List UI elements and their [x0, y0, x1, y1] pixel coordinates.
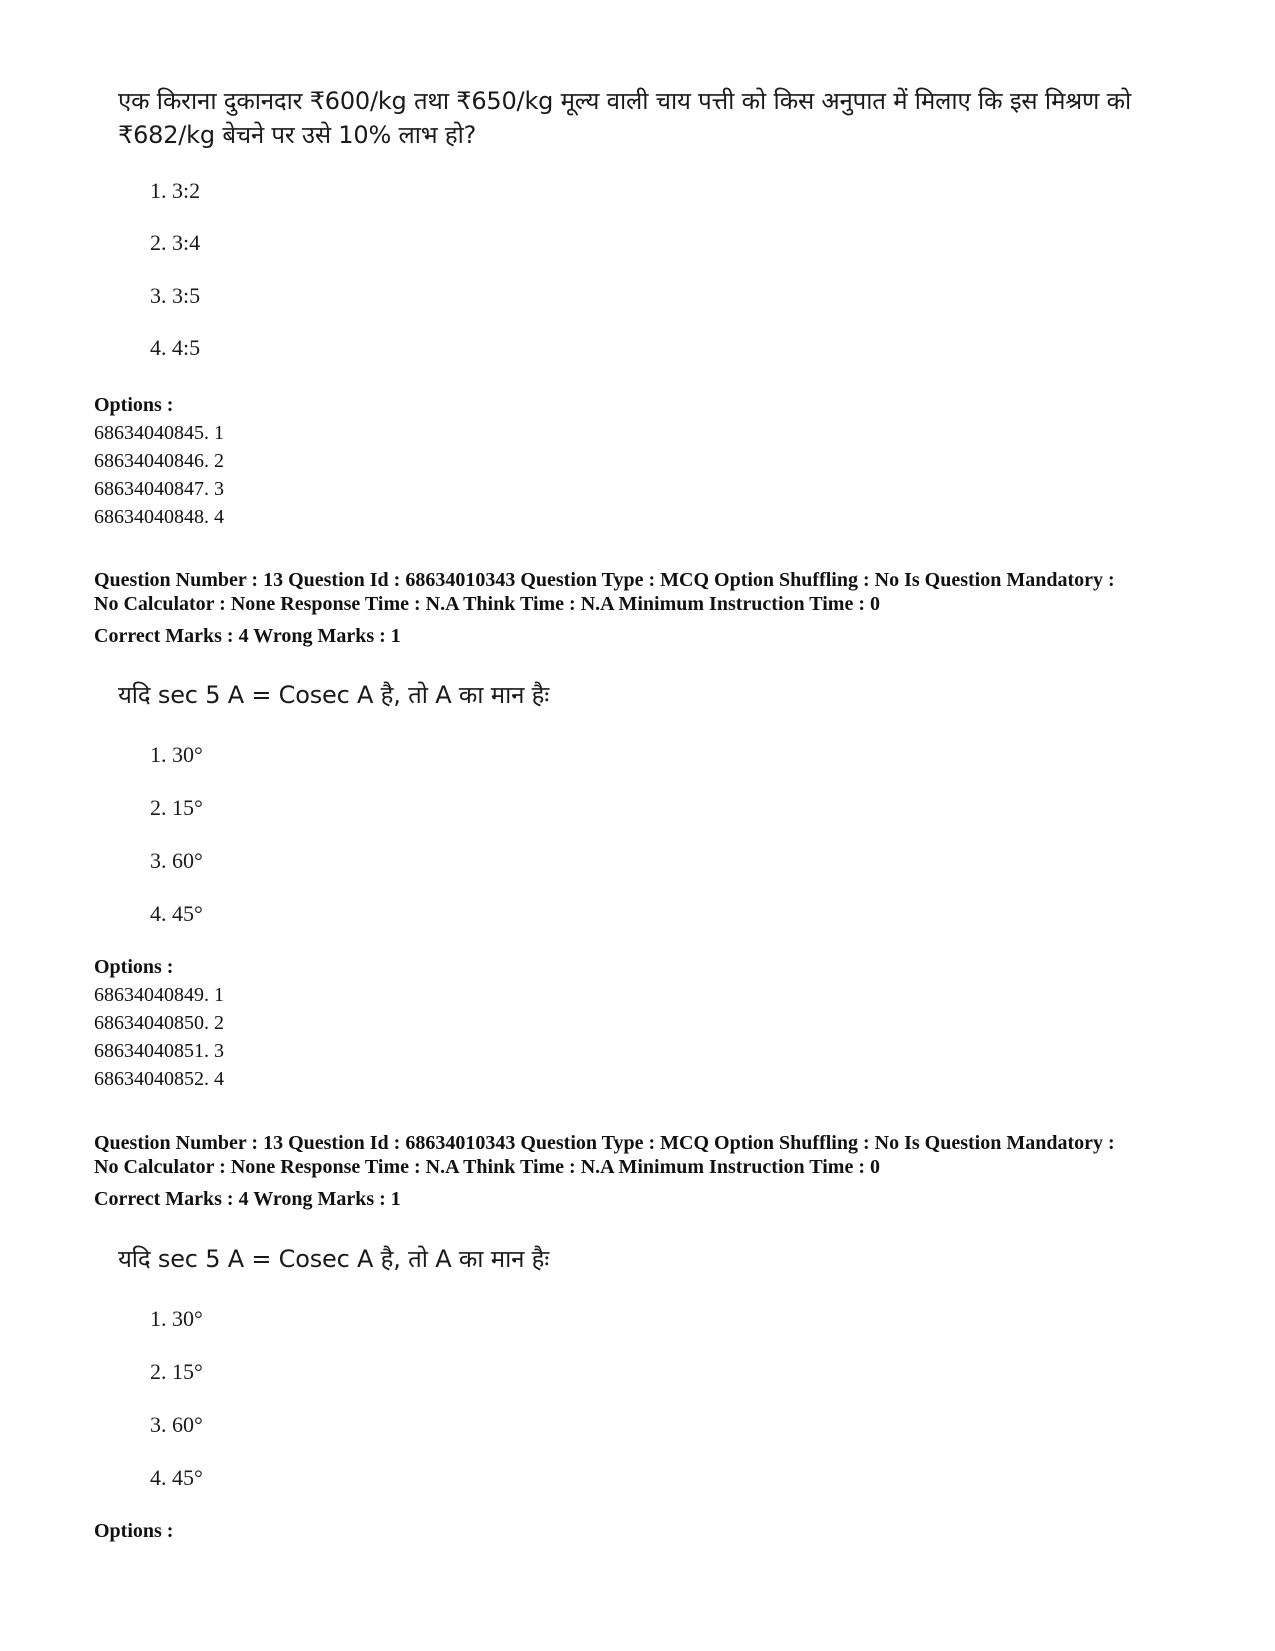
question-13-meta-line-2: No Calculator : None Response Time : N.A Think Time : N.A Minimum Instruction Time : 0 [94, 593, 880, 615]
question-13-option-id-2: 68634040850. 2 [94, 1012, 224, 1034]
question-12-choice-2: 2. 3:4 [150, 230, 201, 255]
question-13-marks: Correct Marks : 4 Wrong Marks : 1 [94, 625, 401, 647]
question-12-stem-line-2: ₹682/kg बेचने पर उसे 10% लाभ हो? [118, 121, 477, 149]
question-13-meta [94, 568, 1204, 616]
question-13-option-id-1: 68634040849. 1 [94, 984, 224, 1006]
question-13-meta-line-1: Question Number : 13 Question Id : 68634010343 Question Type : MCQ Option Shuffling : No Is Question Mandatory : [94, 569, 1115, 591]
question-13-repeat-choice-1: 1. 30° [150, 1306, 203, 1331]
question-13-repeat-choice-3: 3. 60° [150, 1412, 203, 1437]
question-12-option-id-2: 68634040846. 2 [94, 450, 224, 472]
question-13-repeat-marks: Correct Marks : 4 Wrong Marks : 1 [94, 1188, 401, 1210]
question-13-options-label: Options : [94, 956, 174, 978]
question-12-stem [118, 84, 1178, 152]
question-13-repeat-meta-line-2: No Calculator : None Response Time : N.A Think Time : N.A Minimum Instruction Time : 0 [94, 1156, 880, 1178]
question-12-options-label: Options : [94, 394, 174, 416]
question-12-choice-4: 4. 4:5 [150, 335, 201, 360]
question-13-choice-1: 1. 30° [150, 742, 203, 767]
question-12-stem-line-1: एक किराना दुकानदार ₹600/kg तथा ₹650/kg मूल्य वाली चाय पत्ती को किस अनुपात में मिलाए कि इस मिश्रण को [118, 87, 1132, 115]
question-13-option-id-3: 68634040851. 3 [94, 1040, 224, 1062]
question-12-choice-3: 3. 3:5 [150, 283, 201, 308]
question-13-repeat-meta-line-1: Question Number : 13 Question Id : 68634010343 Question Type : MCQ Option Shuffling : No Is Question Mandatory : [94, 1132, 1115, 1154]
question-13-repeat-choice-2: 2. 15° [150, 1359, 203, 1384]
question-13-repeat-choice-4: 4. 45° [150, 1465, 203, 1490]
question-13-repeat-options-label: Options : [94, 1520, 174, 1542]
question-13-repeat-stem: यदि sec 5 A = Cosec A है, तो A का मान हैः [118, 1245, 550, 1273]
question-13-choice-2: 2. 15° [150, 795, 203, 820]
question-13-choice-3: 3. 60° [150, 848, 203, 873]
question-13-stem: यदि sec 5 A = Cosec A है, तो A का मान हैः [118, 681, 550, 709]
question-12-option-id-3: 68634040847. 3 [94, 478, 224, 500]
question-12-option-id-4: 68634040848. 4 [94, 506, 224, 528]
question-12-choice-1: 1. 3:2 [150, 178, 201, 203]
question-12-option-id-1: 68634040845. 1 [94, 422, 224, 444]
question-13-choice-4: 4. 45° [150, 901, 203, 926]
question-13-option-id-4: 68634040852. 4 [94, 1068, 224, 1090]
question-13-repeat-meta [94, 1131, 1204, 1179]
